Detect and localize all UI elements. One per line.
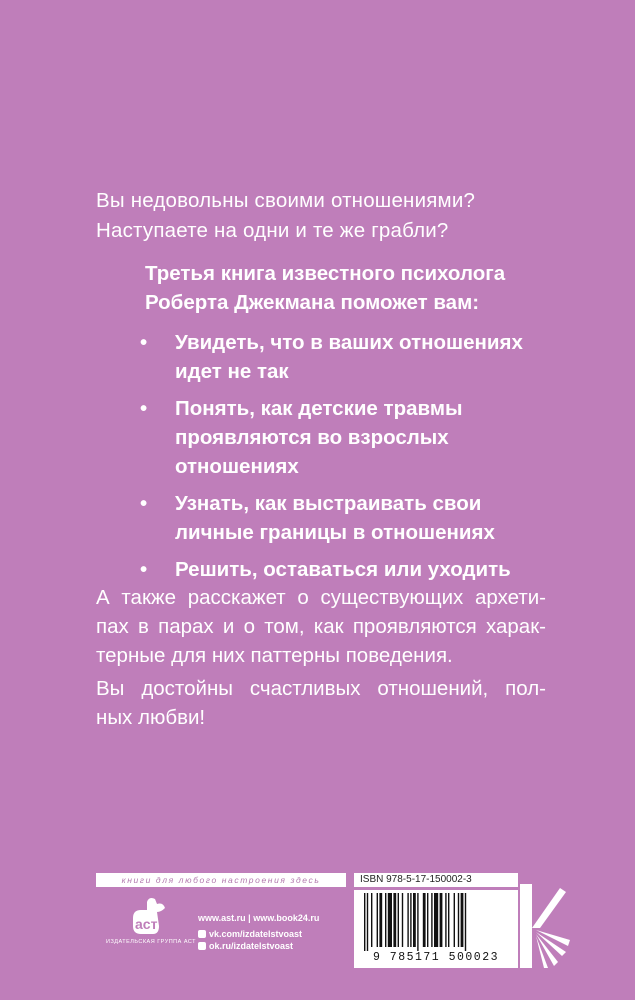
publisher-name: ИЗДАТЕЛЬСКАЯ ГРУППА АСТ bbox=[105, 939, 197, 945]
barcode-bar bbox=[388, 893, 392, 947]
tagline-strip: книги для любого настроения здесь bbox=[96, 873, 346, 887]
barcode-bar bbox=[385, 893, 386, 947]
ast-logo bbox=[103, 896, 183, 956]
barcode-bar bbox=[448, 893, 449, 947]
barcode-bar bbox=[398, 893, 399, 947]
ok-link[interactable] bbox=[198, 940, 293, 952]
barcode-bar bbox=[407, 893, 408, 947]
list-item-line: личные границы в отношениях bbox=[175, 521, 495, 544]
websites[interactable]: www.ast.ru | www.book24.ru bbox=[198, 913, 320, 923]
barcode-bar bbox=[413, 893, 416, 947]
barcode-bar bbox=[410, 893, 411, 947]
bullet-icon: • bbox=[140, 331, 148, 354]
barcode-bar bbox=[367, 893, 368, 951]
barcode-bar bbox=[431, 893, 432, 947]
benefit-list bbox=[140, 328, 565, 592]
ok-link-text: ok.ru/izdatelstvoast bbox=[209, 941, 294, 951]
barcode-bar bbox=[458, 893, 459, 947]
isbn-label: ISBN 978-5-17-150002-3 bbox=[354, 873, 518, 887]
list-item bbox=[140, 489, 565, 547]
barcode-bar bbox=[379, 893, 382, 947]
barcode bbox=[354, 890, 518, 968]
bullet-icon: • bbox=[140, 492, 148, 515]
barcode-bar bbox=[445, 893, 446, 947]
barcode-bar bbox=[393, 893, 396, 947]
lead-paragraph bbox=[145, 259, 565, 317]
closing-line: пах в парах и о том, как проявляются харак- bbox=[96, 615, 546, 638]
barcode-bar bbox=[402, 893, 403, 947]
list-item bbox=[140, 328, 565, 386]
closing-line: терные для них паттерны поведения. bbox=[96, 644, 453, 667]
closing-line: А также расскажет о существующих архети- bbox=[96, 586, 546, 609]
barcode-bar bbox=[423, 893, 426, 947]
closing-line: Вы достойны счастливых отношений, пол- bbox=[96, 677, 546, 700]
lead-line: Роберта Джекмана поможет вам: bbox=[145, 291, 480, 314]
barcode-bar bbox=[440, 893, 443, 947]
bullet-icon: • bbox=[140, 397, 148, 420]
list-item bbox=[140, 394, 565, 481]
vk-link-text: vk.com/izdatelstvoast bbox=[209, 929, 303, 939]
closing-line: ных любви! bbox=[96, 706, 206, 729]
list-item-line: Решить, оставаться или уходить bbox=[175, 558, 511, 581]
list-item-line: идет не так bbox=[175, 360, 289, 383]
barcode-bar bbox=[371, 893, 372, 947]
bullet-icon: • bbox=[140, 558, 148, 581]
lead-line: Третья книга известного психолога bbox=[145, 262, 506, 285]
barcode-number: 9 785171 500023 bbox=[372, 951, 500, 964]
k-book-logo-icon bbox=[516, 880, 578, 972]
barcode-bars bbox=[362, 893, 510, 951]
intro-line: Наступаете на одни и те же грабли? bbox=[96, 219, 449, 242]
list-item bbox=[140, 555, 565, 584]
closing-paragraph bbox=[96, 583, 546, 732]
list-item-line: проявляются во взрослых bbox=[175, 426, 449, 449]
ok-icon bbox=[198, 942, 206, 950]
list-item-line: отношениях bbox=[175, 455, 299, 478]
barcode-bar bbox=[465, 893, 466, 951]
list-item-line: Увидеть, что в ваших отношениях bbox=[175, 331, 523, 354]
barcode-bar bbox=[434, 893, 438, 947]
barcode-bar bbox=[377, 893, 378, 947]
intro-paragraph bbox=[96, 186, 546, 246]
list-item-line: Понять, как детские травмы bbox=[175, 397, 463, 420]
list-item-line: Узнать, как выстраивать свои bbox=[175, 492, 482, 515]
barcode-bar bbox=[427, 893, 428, 947]
logo-text: аст bbox=[135, 916, 158, 932]
barcode-bar bbox=[454, 893, 455, 947]
barcode-bar bbox=[417, 893, 418, 951]
barcode-bar bbox=[461, 893, 464, 947]
intro-line: Вы недовольны своими отношениями? bbox=[96, 189, 476, 212]
barcode-bar bbox=[364, 893, 365, 951]
vk-icon bbox=[198, 930, 206, 938]
vk-link[interactable] bbox=[198, 928, 302, 940]
